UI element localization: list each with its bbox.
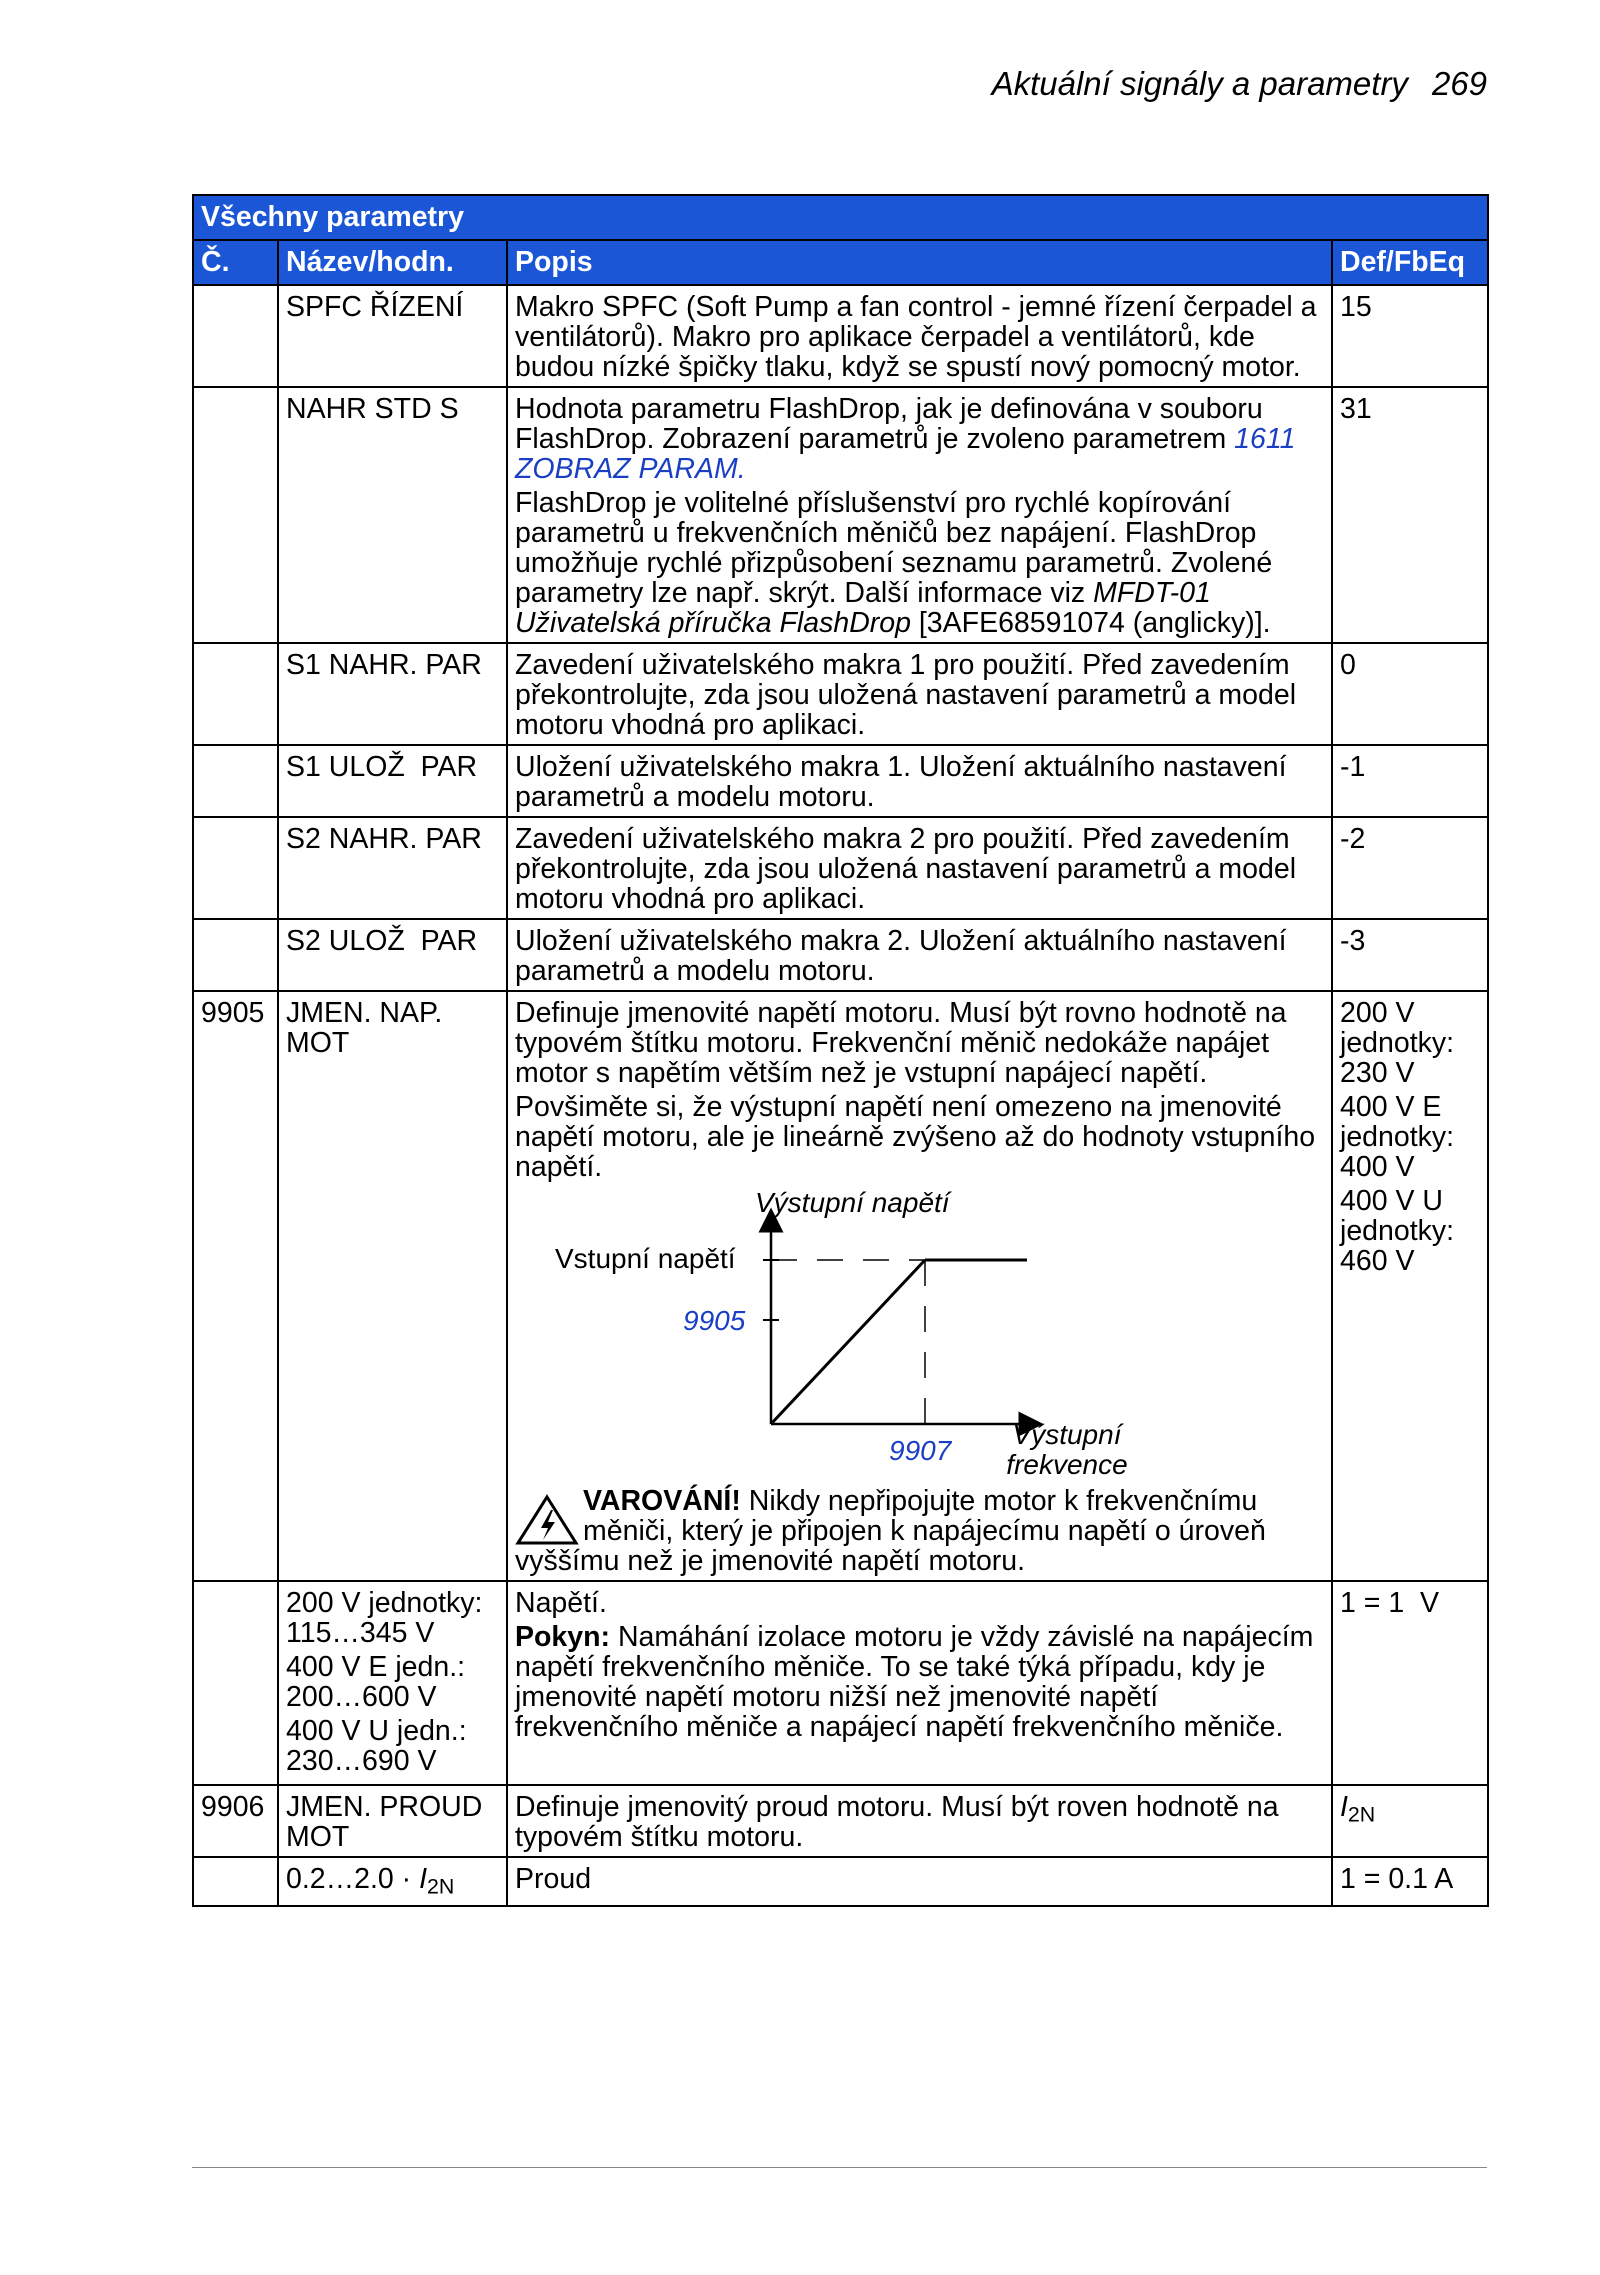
warning-triangle-icon — [515, 1494, 579, 1546]
param-link-1611[interactable]: 1611 ZOBRAZ PARAM — [515, 423, 1296, 485]
param-default: -3 — [1332, 919, 1488, 991]
range-200v: 200 V jednotky: 115…345 V — [286, 1587, 483, 1649]
table-title: Všechny parametry — [193, 195, 1488, 240]
default-400v-e: 400 V E jednotky: 400 V — [1340, 1091, 1455, 1183]
param-default: -1 — [1332, 745, 1488, 817]
param-name: S2 NAHR. PAR — [278, 817, 507, 919]
desc-text: Povšiměte si, že výstupní napětí není omezeno na jmenovité napětí motoru, ale je lineárně zvýšeno až do hodnoty vstupního napětí. — [515, 1091, 1316, 1183]
param-number — [193, 817, 278, 919]
table-row — [193, 919, 1488, 991]
param-name: NAHR STD S — [278, 387, 507, 643]
param-number — [193, 745, 278, 817]
header-title: Aktuální signály a parametry — [991, 65, 1408, 102]
desc-text: Definuje jmenovité napětí motoru. Musí být rovno hodnotě na typovém štítku motoru. Frekvenční měnič nedokáže napájet motor s napětím větším než je vstupní napájecí napětí. — [515, 997, 1287, 1089]
param-default: 0 — [1332, 643, 1488, 745]
default-symbol: I — [1340, 1791, 1348, 1823]
range-text: 0.2…2.0 · — [286, 1863, 420, 1895]
param-number — [193, 1857, 278, 1906]
col-header-name: Název/hodn. — [278, 240, 507, 285]
note-label: Pokyn: — [515, 1621, 611, 1653]
page-header — [992, 65, 1487, 103]
table-row — [193, 817, 1488, 919]
param-name: SPFC ŘÍZENÍ — [278, 285, 507, 387]
desc-text: Namáhání izolace motoru je vždy závislé na napájecím napětí frekvenčního měniče. To se také týká případu, kdy je jmenovité napětí motoru nižší než jmenovité napětí frekvenčního měniče a napájecí napětí frekvenčního měniče. — [515, 1621, 1314, 1743]
param-description — [507, 387, 1332, 643]
page-number: 269 — [1431, 65, 1487, 102]
param-number — [193, 387, 278, 643]
table-row — [193, 387, 1488, 643]
param-description: Makro SPFC (Soft Pump a fan control - jemné řízení čerpadel a ventilátorů). Makro pro aplikace čerpadel a ventilátorů, kde budou nízké špičky tlaku, když se spustí nový pomocný motor. — [507, 285, 1332, 387]
desc-text: Hodnota parametru FlashDrop, jak je definována v souboru FlashDrop. Zobrazení parametrů je zvoleno parametrem — [515, 393, 1263, 455]
range-400v-e: 400 V E jedn.: 200…600 V — [286, 1651, 466, 1713]
col-header-default: Def/FbEq — [1332, 240, 1488, 285]
param-number — [193, 1581, 278, 1785]
x-axis-label-line2: frekvence — [1006, 1449, 1128, 1480]
param-default — [1332, 991, 1488, 1581]
param-description — [507, 991, 1332, 1581]
col-header-number: Č. — [193, 240, 278, 285]
table-title-row — [193, 195, 1488, 240]
warning-text: Nikdy nepřipojujte motor k frekvenčnímu měniči, který je připojen k napájecímu napětí o úroveň vyššímu než je jmenovité napětí motoru. — [515, 1485, 1266, 1577]
param-range — [278, 1857, 507, 1906]
param-name: S1 NAHR. PAR — [278, 643, 507, 745]
x-marker-9907: 9907 — [889, 1435, 952, 1466]
voltage-frequency-diagram — [515, 1187, 1128, 1480]
param-name: JMEN. PROUD MOT — [278, 1785, 507, 1857]
table-row — [193, 1581, 1488, 1785]
parameter-table — [192, 194, 1489, 1907]
default-subscript: 2N — [1347, 1802, 1376, 1827]
x-axis-label-line1: Výstupní — [1012, 1419, 1122, 1450]
table-row — [193, 991, 1488, 1581]
param-default: 31 — [1332, 387, 1488, 643]
table-header-row — [193, 240, 1488, 285]
voltage-ramp — [771, 1260, 925, 1424]
desc-text: . — [737, 453, 746, 485]
param-name: S2 ULOŽ PAR — [278, 919, 507, 991]
param-range — [278, 1581, 507, 1785]
param-number — [193, 285, 278, 387]
range-400v-u: 400 V U jedn.: 230…690 V — [286, 1715, 467, 1777]
table-row — [193, 745, 1488, 817]
warning-label: VAROVÁNÍ! — [583, 1485, 741, 1517]
param-description: Zavedení uživatelského makra 2 pro použití. Před zavedením překontrolujte, zda jsou uložená nastavení parametrů a model motoru vhodná pro aplikaci. — [507, 817, 1332, 919]
desc-text: Napětí. — [515, 1587, 607, 1619]
param-description: Zavedení uživatelského makra 1 pro použití. Před zavedením překontrolujte, zda jsou uložená nastavení parametrů a model motoru vhodná pro aplikaci. — [507, 643, 1332, 745]
param-number — [193, 919, 278, 991]
table-row — [193, 643, 1488, 745]
param-default: 1 = 0.1 A — [1332, 1857, 1488, 1906]
param-name: S1 ULOŽ PAR — [278, 745, 507, 817]
param-number: 9905 — [193, 991, 278, 1581]
voltage-frequency-graph — [515, 1187, 1128, 1480]
param-description: Uložení uživatelského makra 2. Uložení aktuálního nastavení parametrů a modelu motoru. — [507, 919, 1332, 991]
default-200v: 200 V jednotky: 230 V — [1340, 997, 1455, 1089]
table-row — [193, 285, 1488, 387]
manual-reference: MFDT-01 Uživatelská příručka FlashDrop — [515, 577, 1211, 639]
param-default: -2 — [1332, 817, 1488, 919]
col-header-description: Popis — [507, 240, 1332, 285]
table-row — [193, 1785, 1488, 1857]
range-symbol: I — [419, 1863, 427, 1895]
param-number: 9906 — [193, 1785, 278, 1857]
param-description: Uložení uživatelského makra 1. Uložení aktuálního nastavení parametrů a modelu motoru. — [507, 745, 1332, 817]
param-default: 15 — [1332, 285, 1488, 387]
range-subscript: 2N — [427, 1874, 455, 1899]
footer-rule — [192, 2167, 1487, 2168]
desc-text: FlashDrop je volitelné příslušenství pro rychlé kopírování parametrů u frekvenčních měničů bez napájení. FlashDrop umožňuje rychlé přizpůsobení seznamu parametrů. Zvolené parametry lze např. skrýt. Další informace viz — [515, 487, 1273, 609]
desc-text: [3AFE68591074 (anglicky)]. — [910, 607, 1271, 639]
param-default: 1 = 1 V — [1332, 1581, 1488, 1785]
param-number — [193, 643, 278, 745]
y-axis-label: Výstupní napětí — [755, 1187, 950, 1218]
table-row — [193, 1857, 1488, 1906]
param-description: Definuje jmenovitý proud motoru. Musí být roven hodnotě na typovém štítku motoru. — [507, 1785, 1332, 1857]
param-default — [1332, 1785, 1488, 1857]
input-voltage-label: Vstupní napětí — [555, 1243, 736, 1274]
param-description: Proud — [507, 1857, 1332, 1906]
default-400v-u: 400 V U jednotky: 460 V — [1340, 1185, 1455, 1277]
warning-block — [515, 1486, 1323, 1576]
param-description — [507, 1581, 1332, 1785]
y-marker-9905: 9905 — [683, 1305, 746, 1336]
param-name: JMEN. NAP. MOT — [278, 991, 507, 1581]
